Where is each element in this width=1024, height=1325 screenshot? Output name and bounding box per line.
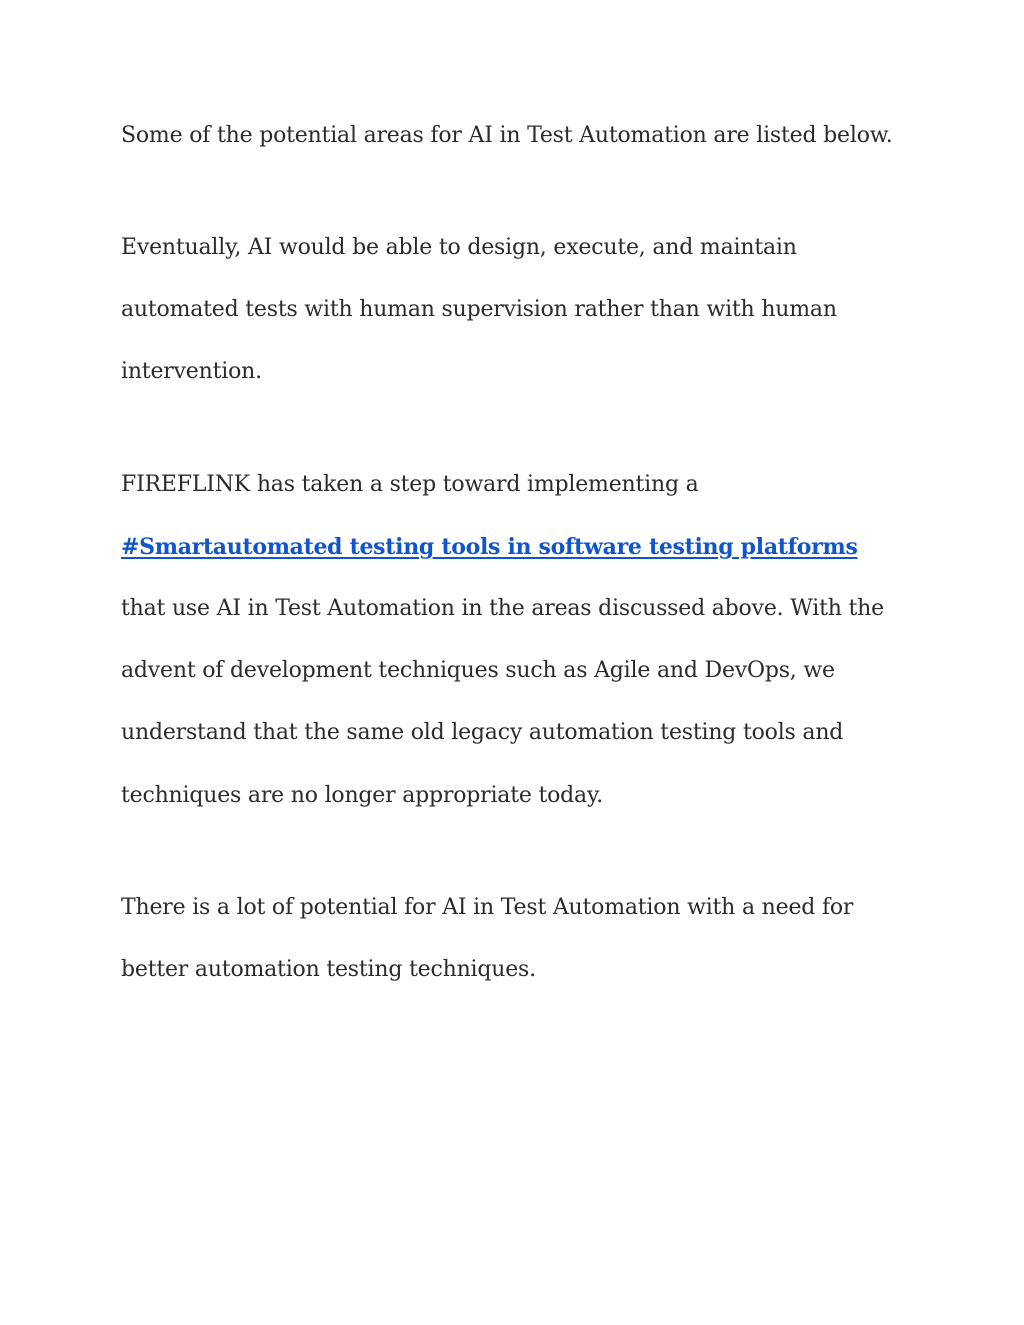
paragraph-line: There is a lot of potential for AI in Test Automation with a need for: [121, 895, 854, 920]
paragraph-line: understand that the same old legacy automation testing tools and: [121, 720, 844, 745]
paragraph-line: intervention.: [121, 359, 262, 384]
paragraph-line: Eventually, AI would be able to design, execute, and maintain: [121, 235, 797, 260]
paragraph-line: advent of development techniques such as Agile and DevOps, we: [121, 658, 835, 683]
paragraph-line: better automation testing techniques.: [121, 957, 536, 982]
smart-automated-testing-link[interactable]: #Smartautomated testing tools in software testing platforms: [121, 534, 858, 560]
paragraph-line: automated tests with human supervision rather than with human: [121, 297, 837, 322]
paragraph-line: that use AI in Test Automation in the areas discussed above. With the: [121, 596, 884, 621]
paragraph-line: Some of the potential areas for AI in Test Automation are listed below.: [121, 123, 893, 148]
paragraph-line: techniques are no longer appropriate today.: [121, 783, 604, 808]
paragraph-line: FIREFLINK has taken a step toward implementing a: [121, 472, 699, 497]
link-line: [121, 532, 858, 563]
